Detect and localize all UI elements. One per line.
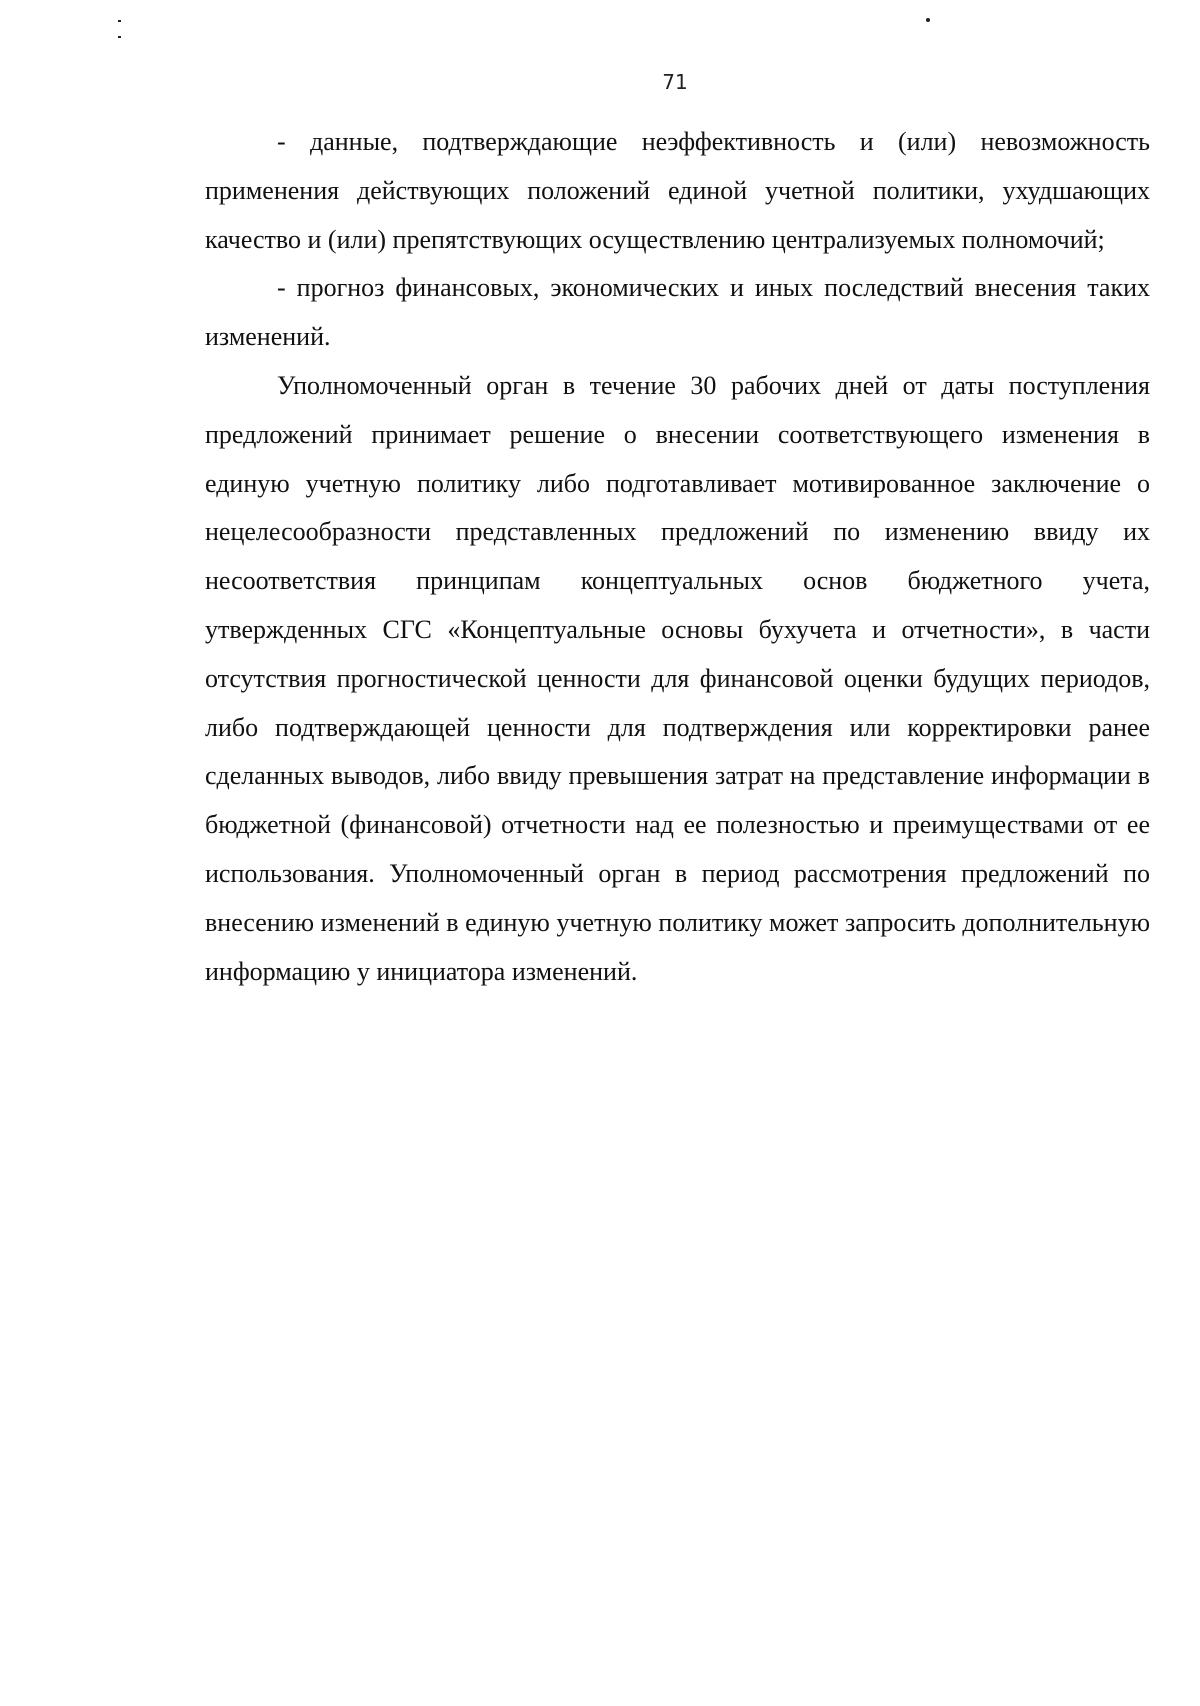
scan-artifact-mark — [118, 36, 121, 38]
document-body — [205, 118, 1150, 996]
scan-artifact-dot — [926, 18, 930, 22]
paragraph-list-item-forecast: - прогноз финансовых, экономических и иных последствий внесения таких изменений. — [205, 273, 1150, 352]
paragraph-list-item-data: - данные, подтверждающие неэффективность и (или) невозможность применения действующих положений единой учетной политики, ухудшающих качество и (или) препятствующих осуществлению централизуемых полномочий; — [205, 127, 1150, 254]
page-number: 71 — [662, 70, 688, 94]
scan-artifact-mark — [118, 20, 121, 22]
paragraph-authorized-body: Уполномоченный орган в течение 30 рабочих дней от даты поступления предложений принимает решение о внесении соответствующего изменения в единую учетную политику либо подготавливает мотивированное заключение о нецелесообразности представленных предложений по изменению ввиду их несоответствия принципам концептуальных основ бюджетного учета, утвержденных СГС «Концептуальные основы бухучета и отчетности», в части отсутствия прогностической ценности для финансовой оценки будущих периодов, либо подтверждающей ценности для подтверждения или корректировки ранее сделанных выводов, либо ввиду превышения затрат на представление информации в бюджетной (финансовой) отчетности над ее полезностью и преимуществами от ее использования. Уполномоченный орган в период рассмотрения предложений по внесению изменений в единую учетную политику может запросить дополнительную информацию у инициатора изменений. — [205, 370, 1150, 986]
